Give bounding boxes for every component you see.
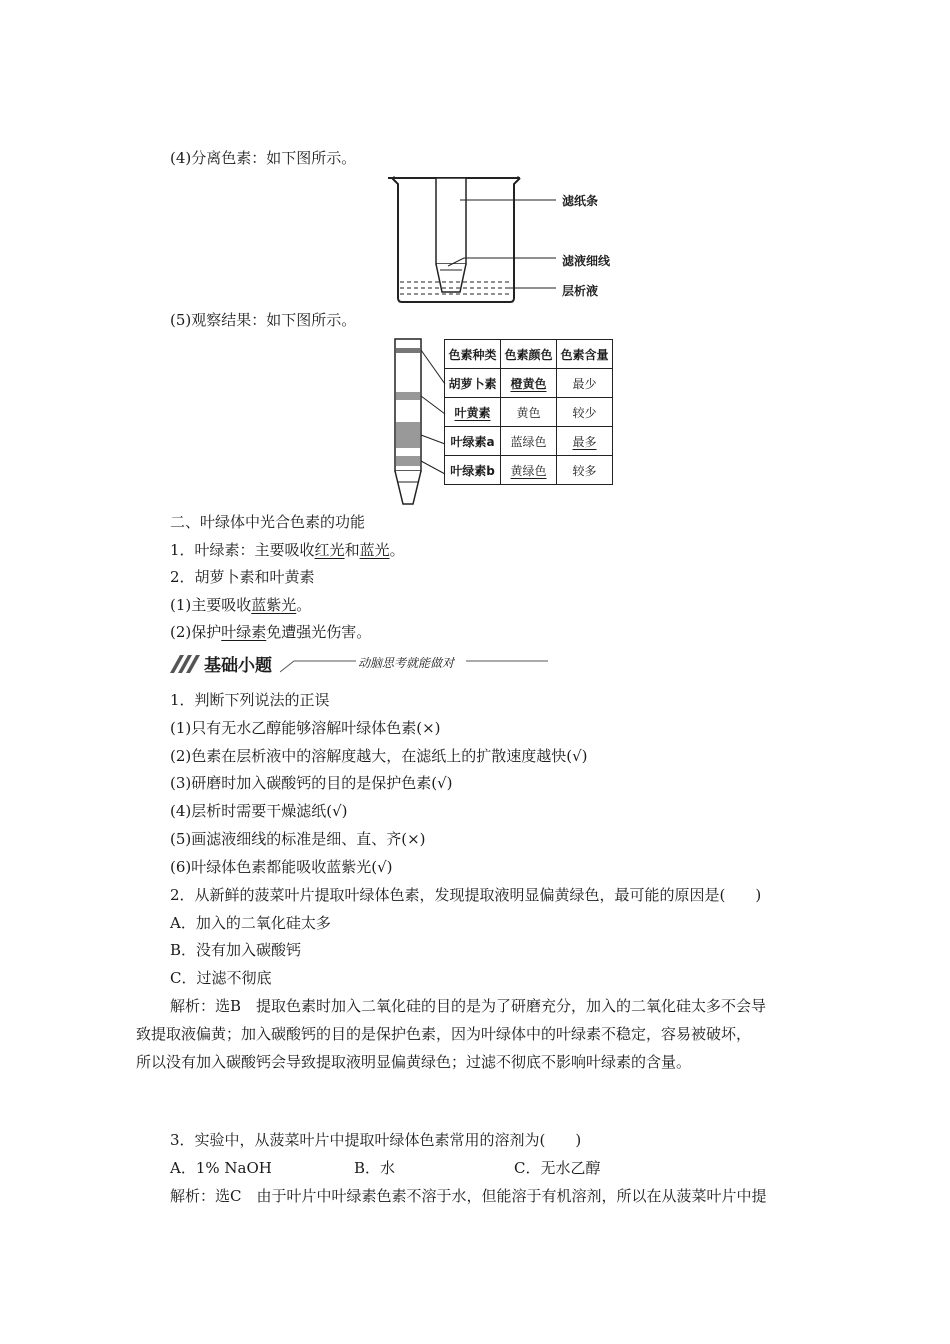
underlined-answer: 红光 <box>314 541 345 559</box>
table-cell: 黄绿色 <box>501 456 557 485</box>
table-row <box>445 398 613 427</box>
text: (1)主要吸收 <box>170 596 252 614</box>
section-4-title: (4)分离色素：如下图所示。 <box>170 149 357 167</box>
table-cell: 叶黄素 <box>445 398 501 427</box>
underlined-answer: 蓝光 <box>359 541 390 559</box>
list-item: (3)研磨时加入碳酸钙的目的是保护色素(√) <box>170 774 453 792</box>
banner-title: 基础小题 <box>204 656 272 676</box>
text: (2)保护 <box>170 623 222 641</box>
part2-heading: 二、叶绿体中光合色素的功能 <box>170 513 366 531</box>
part2-line-2: 2．胡萝卜素和叶黄素 <box>170 568 315 586</box>
table-cell: 黄色 <box>501 398 557 427</box>
option: A．加入的二氧化硅太多 <box>170 914 331 932</box>
table-row <box>445 456 613 485</box>
question-2-stem: 2．从新鲜的菠菜叶片提取叶绿体色素，发现提取液明显偏黄绿色，最可能的原因是( ) <box>170 886 762 904</box>
list-item: (5)画滤液细线的标准是细、直、齐(×) <box>170 830 426 848</box>
analysis-line: 所以没有加入碳酸钙会导致提取液明显偏黄绿色；过滤不彻底不影响叶绿素的含量。 <box>136 1053 692 1071</box>
table-header: 色素种类 <box>445 340 501 369</box>
part2-line-1 <box>170 540 405 560</box>
table-row <box>445 427 613 456</box>
analysis-line: 解析：选C 由于叶片中叶绿素色素不溶于水，但能溶于有机溶剂，所以在从菠菜叶片中提 <box>170 1187 767 1205</box>
table-header: 色素颜色 <box>501 340 557 369</box>
table-cell: 叶绿素b <box>445 456 501 485</box>
table-row <box>445 369 613 398</box>
option: A．1% NaOH <box>170 1159 272 1177</box>
table-header: 色素含量 <box>557 340 613 369</box>
option: C．无水乙醇 <box>514 1159 601 1177</box>
list-item: (1)只有无水乙醇能够溶解叶绿体色素(×) <box>170 719 441 737</box>
table-cell: 胡萝卜素 <box>445 369 501 398</box>
part2-line-3 <box>170 595 311 615</box>
banner-subtitle: 动脑思考就能做对 <box>358 656 455 670</box>
option: B．水 <box>354 1159 396 1177</box>
list-item: (6)叶绿体色素都能吸收蓝紫光(√) <box>170 858 393 876</box>
option: C．过滤不彻底 <box>170 969 272 987</box>
part2-line-4 <box>170 622 371 642</box>
table-cell: 较少 <box>557 398 613 427</box>
label-chromatography-liquid: 层析液 <box>562 284 599 298</box>
stripes-icon <box>170 653 202 673</box>
text: 。 <box>296 596 312 614</box>
analysis-line: 解析：选B 提取色素时加入二氧化硅的目的是为了研磨充分，加入的二氧化硅太多不会导 <box>170 997 767 1015</box>
table-header-row <box>445 340 613 369</box>
list-item: (4)层析时需要干燥滤纸(√) <box>170 802 348 820</box>
table-cell: 最多 <box>557 427 613 456</box>
table-cell: 较多 <box>557 456 613 485</box>
underlined-answer: 蓝紫光 <box>251 596 297 614</box>
option: B．没有加入碳酸钙 <box>170 941 302 959</box>
table-cell: 蓝绿色 <box>501 427 557 456</box>
text: 。 <box>389 541 405 559</box>
question-3-stem: 3．实验中，从菠菜叶片中提取叶绿体色素常用的溶剂为( ) <box>170 1131 582 1149</box>
text: 免遭强光伤害。 <box>266 623 372 641</box>
section-banner <box>170 651 550 675</box>
label-filtrate-line: 滤液细线 <box>562 254 611 268</box>
text: 1．叶绿素：主要吸收 <box>170 541 315 559</box>
text: 和 <box>344 541 360 559</box>
pigment-table <box>444 339 613 485</box>
section-5-title: (5)观察结果：如下图所示。 <box>170 311 357 329</box>
table-cell: 橙黄色 <box>501 369 557 398</box>
table-cell: 叶绿素a <box>445 427 501 456</box>
question-1-title: 1．判断下列说法的正误 <box>170 691 330 709</box>
table-cell: 最少 <box>557 369 613 398</box>
analysis-line: 致提取液偏黄；加入碳酸钙的目的是保护色素，因为叶绿体中的叶绿素不稳定，容易被破坏， <box>136 1025 752 1043</box>
list-item: (2)色素在层析液中的溶解度越大，在滤纸上的扩散速度越快(√) <box>170 747 588 765</box>
underlined-answer: 叶绿素 <box>221 623 267 641</box>
label-filter-paper: 滤纸条 <box>562 194 599 208</box>
